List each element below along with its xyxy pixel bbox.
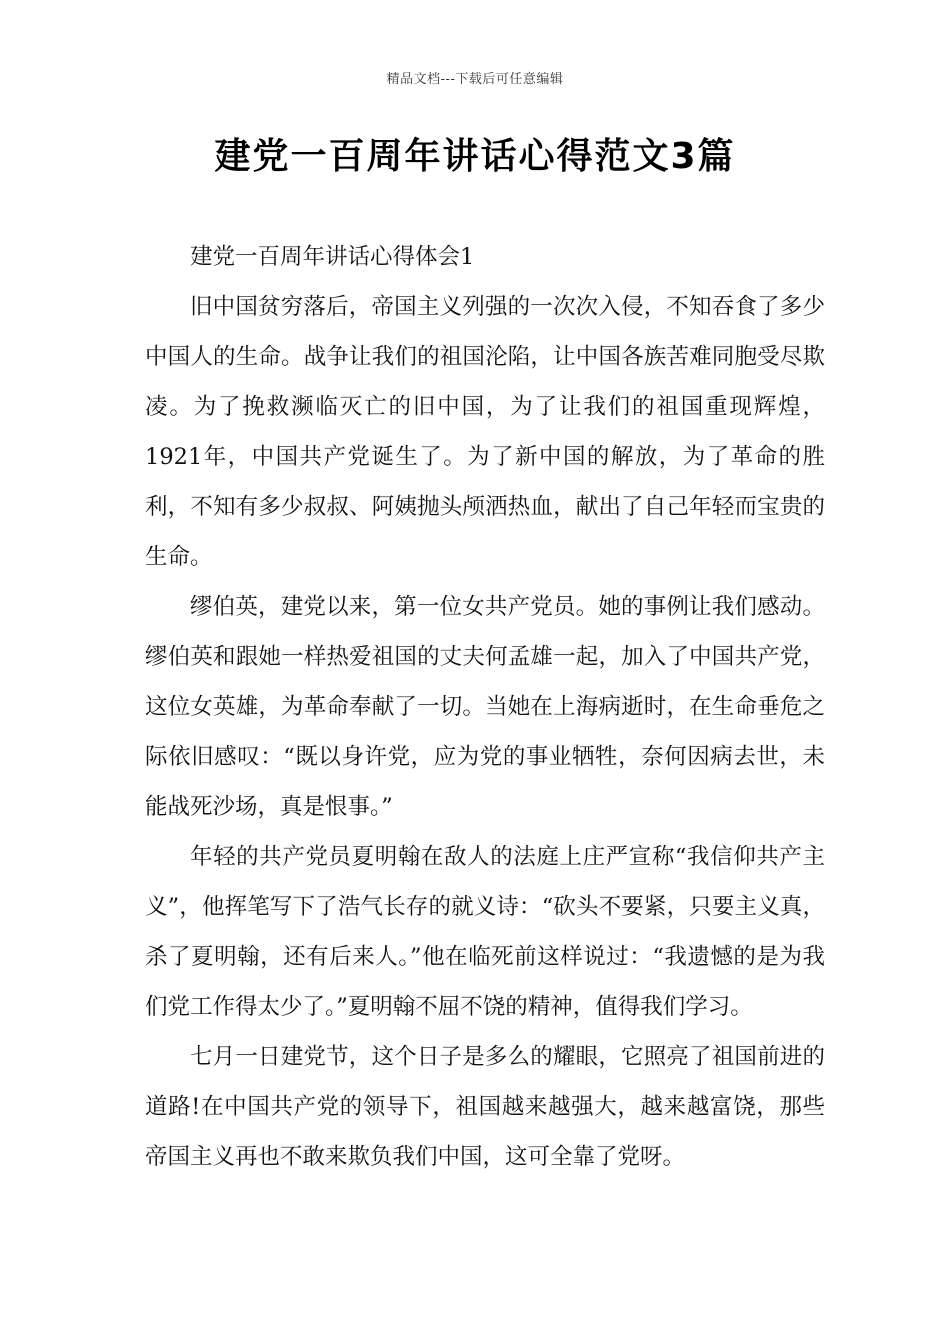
- document-body: [145, 232, 825, 1182]
- paragraph: 七月一日建党节，这个日子是多么的耀眼，它照亮了祖国前进的道路!在中国共产党的领导下，祖国越来越强大，越来越富饶，那些帝国主义再也不敢来欺负我们中国，这可全靠了党呀。: [145, 1044, 825, 1170]
- section-heading: 建党一百周年讲话心得体会1: [190, 244, 475, 270]
- header-note: 精品文档---下载后可任意编辑: [386, 72, 564, 87]
- paragraph: 年轻的共产党员夏明翰在敌人的法庭上庄严宣称“我信仰共产主义”，他挥笔写下了浩气长存的就义诗：“砍头不要紧，只要主义真，杀了夏明翰，还有后来人。”他在临死前这样说过：“我遗憾的是为我们党工作得太少了。”夏明翰不屈不饶的精神，值得我们学习。: [145, 844, 825, 1020]
- paragraph: 旧中国贫穷落后，帝国主义列强的一次次入侵，不知吞食了多少中国人的生命。战争让我们的祖国沦陷，让中国各族苦难同胞受尽欺凌。为了挽救濒临灭亡的旧中国，为了让我们的祖国重现辉煌，1921年，中国共产党诞生了。为了新中国的解放，为了革命的胜利，不知有多少叔叔、阿姨抛头颅洒热血，献出了自己年轻而宝贵的生命。: [145, 294, 825, 570]
- document-title: 建党一百周年讲话心得范文3篇: [214, 136, 736, 177]
- paragraph: 缪伯英，建党以来，第一位女共产党员。她的事例让我们感动。缪伯英和跟她一样热爱祖国的丈夫何孟雄一起，加入了中国共产党，这位女英雄，为革命奉献了一切。当她在上海病逝时，在生命垂危之际依旧感叹：“既以身许党，应为党的事业牺牲，奈何因病去世，未能战死沙场，真是恨事。”: [145, 594, 825, 820]
